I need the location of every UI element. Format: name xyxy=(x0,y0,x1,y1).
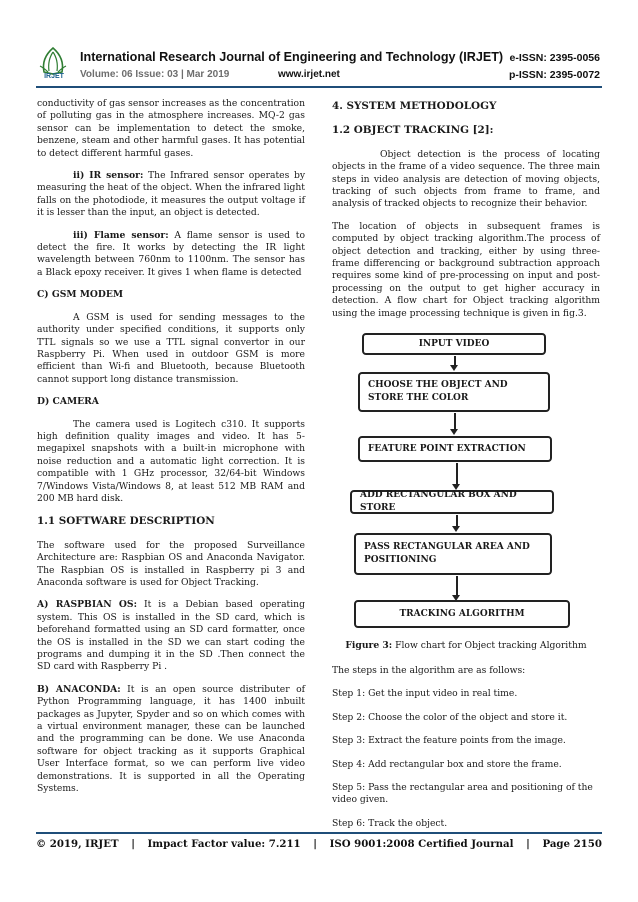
paragraph-flame-sensor xyxy=(37,230,305,280)
paragraph-anaconda xyxy=(37,684,305,796)
paragraph-software: The software used for the proposed Surveillance Architecture are: Raspbian OS and Anaconda Navigator. The Raspbian OS is installed in Raspberry pi 3 and Anaconda software is used for Object Tracking. xyxy=(37,539,305,588)
figure-caption-text: Flow chart for Object tracking Algorithm xyxy=(392,640,587,651)
journal-title: International Research Journal of Engineering and Technology (IRJET) xyxy=(80,50,504,64)
flame-sensor-text: A flame sensor is used to detect the fire. It works by detecting the IR light wavelength between 760nm to 1100nm. The sensor has a Black epoxy receiver. It gives 1 when flame is detected xyxy=(37,229,305,278)
figure-caption xyxy=(332,640,600,651)
flow-box-tracking-algorithm: TRACKING ALGORITHM xyxy=(354,600,570,628)
step-2: Step 2: Choose the color of the object and store it. xyxy=(332,711,568,723)
paragraph-raspbian xyxy=(37,599,305,673)
flow-arrow xyxy=(456,576,458,596)
step-4: Step 4: Add rectangular box and store the frame. xyxy=(332,758,562,770)
volume-issue: Volume: 06 Issue: 03 | Mar 2019 xyxy=(80,69,230,80)
algorithm-steps xyxy=(332,665,600,841)
paragraph-gsm: A GSM is used for sending messages to the authority under specified conditions, it supports only TTL signals so we use a TTL signal convertor in our Raspberry Pi. When used in outdoor GSM is more efficient than Wi-fi and Bluetooth, because Bluetooth cannot support long distance transmission. xyxy=(37,311,305,385)
footer-copyright: © 2019, IRJET xyxy=(36,838,119,850)
flow-arrow xyxy=(454,413,456,430)
gsm-heading: C) GSM MODEM xyxy=(37,289,124,301)
paragraph-object-location: The location of objects in subsequent frames is computed by object tracking algorithm.The process of object detection and tracking, either by using three-frame differencing or background subtraction approach requires some kind of pre-processing on input and post- processing on the output to get higher accuracy in detection. A flow chart for Object tracking algorithm using the image processing technique is given in fig.3. xyxy=(332,220,600,319)
ir-sensor-text: The Infrared sensor operates by measuring the heat of the object. When the infrared light falls on the photodiode, it measures the output voltage if it is lesser than the input, an object is detected. xyxy=(37,170,306,219)
eissn: e-ISSN: 2395-0056 xyxy=(509,52,600,64)
footer-iso: ISO 9001:2008 Certified Journal xyxy=(329,838,514,850)
flow-arrow xyxy=(454,356,456,366)
footer-separator: | xyxy=(313,838,317,850)
camera-heading: D) CAMERA xyxy=(37,396,99,408)
paragraph-camera: The camera used is Logitech c310. It supports high definition quality images and video. It has 5-megapixel snapshots with a built-in microphone with noise reduction and a automatic light correction. It is compatible with 1 GHz processor, 32/64-bit Windows 7/Windows Vista/Windows 8, at least 512 MB RAM and 200 MB hard disk. xyxy=(37,418,305,504)
steps-intro: The steps in the algorithm are as follows: xyxy=(332,665,526,676)
flow-box-pass-area: PASS RECTANGULAR AREA AND POSITIONING xyxy=(354,533,552,575)
step-3: Step 3: Extract the feature points from the image. xyxy=(332,735,566,747)
footer-separator: | xyxy=(526,838,530,850)
anaconda-label: B) ANACONDA: xyxy=(37,683,121,695)
step-6: Step 6: Track the object. xyxy=(332,817,448,829)
flow-box-add-rectangular: ADD RECTANGULAR BOX AND STORE xyxy=(350,490,554,514)
paragraph-gas-sensor: conductivity of gas sensor increases as the concentration of polluting gas in the atmosphere increases. MQ-2 gas sensor can be implementation to detect the smoke, benzene, steam and other harmful gases. It has potential to detect different harmful gases. xyxy=(37,98,305,159)
figure-caption-label: Figure 3: xyxy=(345,640,393,651)
flow-box-input-video: INPUT VIDEO xyxy=(362,333,546,355)
paragraph-ir-sensor xyxy=(37,170,305,220)
anaconda-text: It is an open source distributer of Python Programming language, it has 1400 inbuilt packages as Jupyter, Spyder and so on which comes with a virtual environment manager, these can be launched and the programming can be done. We use Anaconda software for object tracking as it supports Graphical User Interface format, so we can perform live video demonstrations. It is supported in all the Operating Systems. xyxy=(37,683,306,795)
object-tracking-heading: 1.2 OBJECT TRACKING [2]: xyxy=(332,124,494,137)
footer-separator: | xyxy=(131,838,135,850)
ir-sensor-label: ii) IR sensor: xyxy=(73,170,144,182)
flame-sensor-label: iii) Flame sensor: xyxy=(73,229,169,241)
flow-box-choose-object: CHOOSE THE OBJECT AND STORE THE COLOR xyxy=(358,372,550,412)
flow-arrow xyxy=(456,463,458,485)
footer-page-number: Page 2150 xyxy=(542,838,602,850)
footer-divider xyxy=(36,832,602,834)
left-column xyxy=(37,98,305,806)
flowchart xyxy=(332,330,600,635)
raspbian-text: It is a Debian based operating system. This OS is installed in the SD card, which is beforehand formatted using an SD card formatter, once the OS is installed in the SD we can start coding the programs and dumping it in the SD .Then connect the SD card with Raspberry Pi . xyxy=(37,599,305,673)
header-divider xyxy=(36,86,602,88)
paragraph-object-detection: Object detection is the process of locating objects in the frame of a video sequence. The three main steps in video analysis are detection of moving objects, tracking of such objects from frame to frame, and analysis of tracked objects to recognize their behavior. xyxy=(332,148,600,210)
page-header xyxy=(0,0,638,92)
step-5: Step 5: Pass the rectangular area and positioning of the video given. xyxy=(332,782,593,806)
footer-impact-factor: Impact Factor value: 7.211 xyxy=(147,838,301,850)
flow-arrow xyxy=(456,515,458,527)
raspbian-label: A) RASPBIAN OS: xyxy=(37,599,137,611)
pissn: p-ISSN: 2395-0072 xyxy=(508,69,600,81)
software-heading: 1.1 SOFTWARE DESCRIPTION xyxy=(37,515,215,528)
page-footer xyxy=(36,838,602,850)
flow-box-feature-extraction: FEATURE POINT EXTRACTION xyxy=(358,436,552,462)
logo-text: IRJET xyxy=(44,73,64,80)
right-column xyxy=(332,98,600,330)
system-methodology-heading: 4. SYSTEM METHODOLOGY xyxy=(332,100,497,112)
website-link[interactable]: www.irjet.net xyxy=(278,69,340,80)
step-1: Step 1: Get the input video in real time. xyxy=(332,688,518,700)
